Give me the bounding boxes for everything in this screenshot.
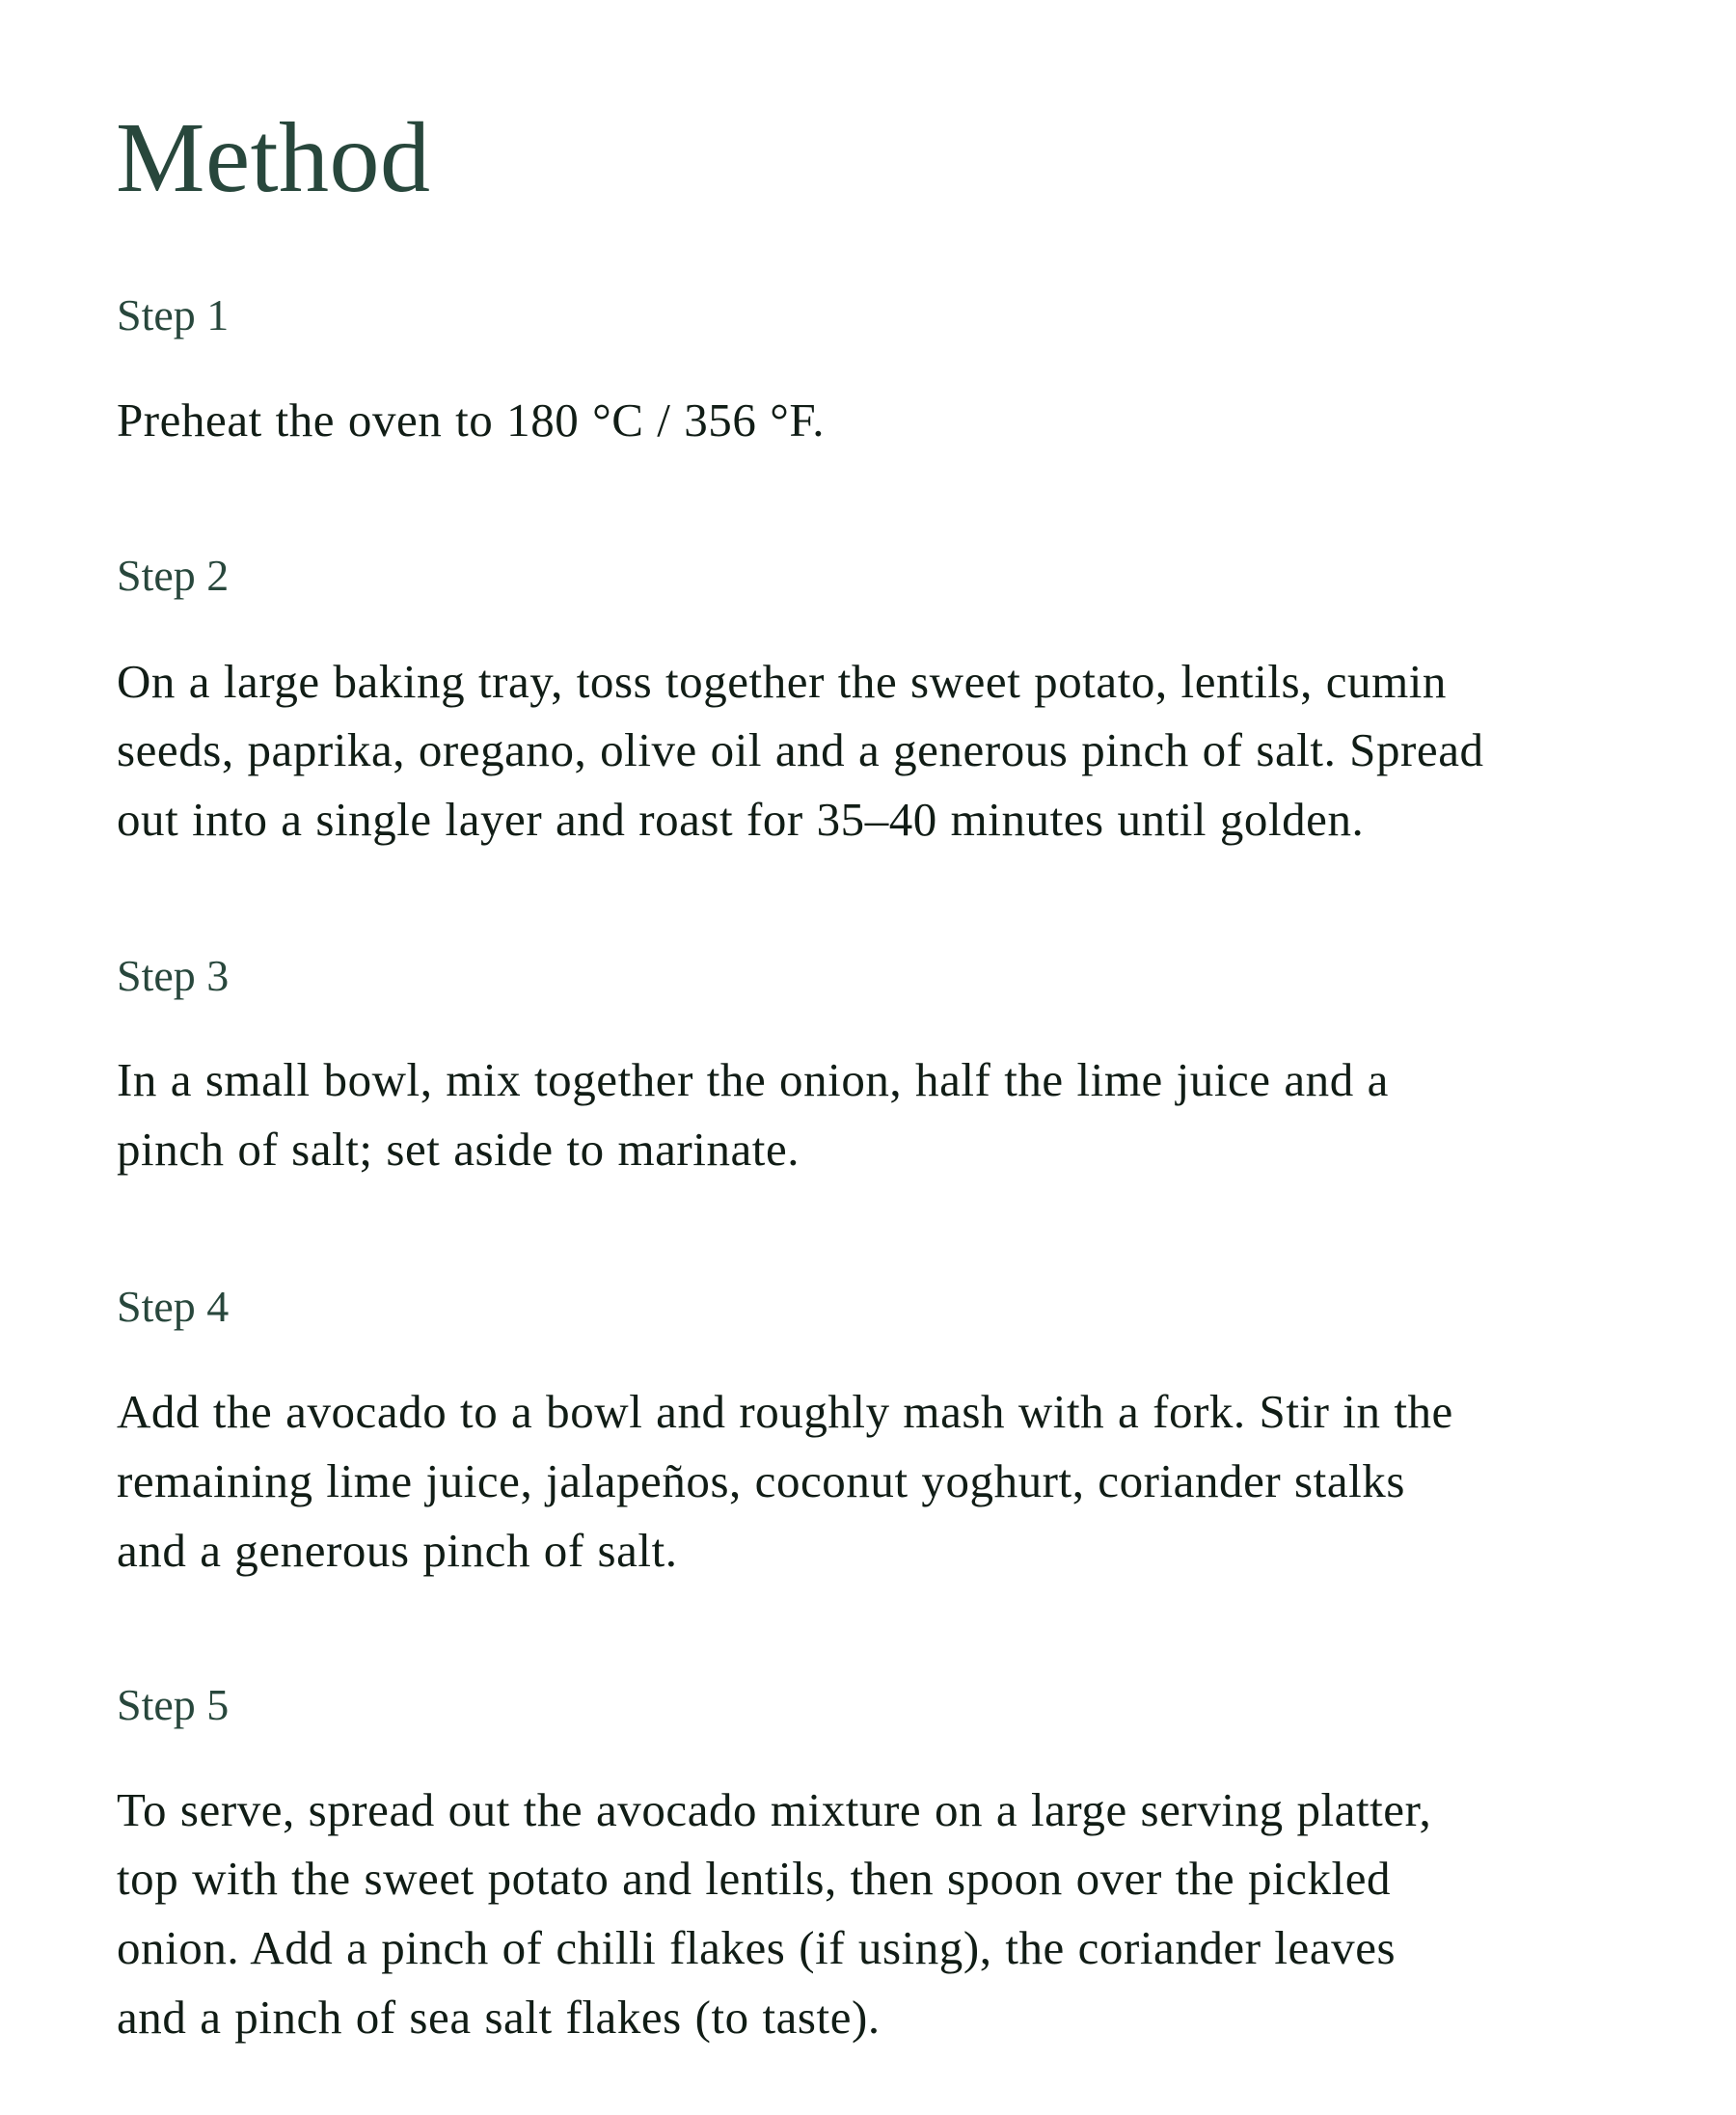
step-text-line: seeds, paprika, oregano, olive oil and a generous pinch of salt. Spread bbox=[117, 723, 1484, 776]
step-label: Step 1 bbox=[117, 290, 230, 339]
page-title: Method bbox=[116, 102, 431, 213]
step-text-line: onion. Add a pinch of chilli flakes (if using), the coriander leaves bbox=[117, 1921, 1397, 1974]
step-text-line: remaining lime juice, jalapeños, coconut yoghurt, coriander stalks bbox=[117, 1454, 1405, 1507]
step-text-line: On a large baking tray, toss together the sweet potato, lentils, cumin bbox=[117, 655, 1447, 708]
step-text-line: pinch of salt; set aside to marinate. bbox=[117, 1123, 800, 1176]
step-text-line: To serve, spread out the avocado mixture on a large serving platter, bbox=[117, 1783, 1432, 1836]
step-label: Step 2 bbox=[117, 551, 230, 600]
step-text-line: In a small bowl, mix together the onion, half the lime juice and a bbox=[117, 1053, 1389, 1106]
step-text-line: Add the avocado to a bowl and roughly mash with a fork. Stir in the bbox=[117, 1385, 1453, 1438]
step-text-line: and a generous pinch of salt. bbox=[117, 1524, 678, 1577]
step-label: Step 4 bbox=[117, 1282, 230, 1331]
step-label: Step 5 bbox=[117, 1680, 230, 1729]
step-text-line: top with the sweet potato and lentils, then spoon over the pickled bbox=[117, 1852, 1392, 1905]
step-label: Step 3 bbox=[117, 951, 230, 1000]
step-text-line: out into a single layer and roast for 35–40 minutes until golden. bbox=[117, 793, 1365, 846]
step-text-line: Preheat the oven to 180 °C / 356 °F. bbox=[117, 393, 826, 447]
step-text-line: and a pinch of sea salt flakes (to taste). bbox=[117, 1991, 881, 2044]
